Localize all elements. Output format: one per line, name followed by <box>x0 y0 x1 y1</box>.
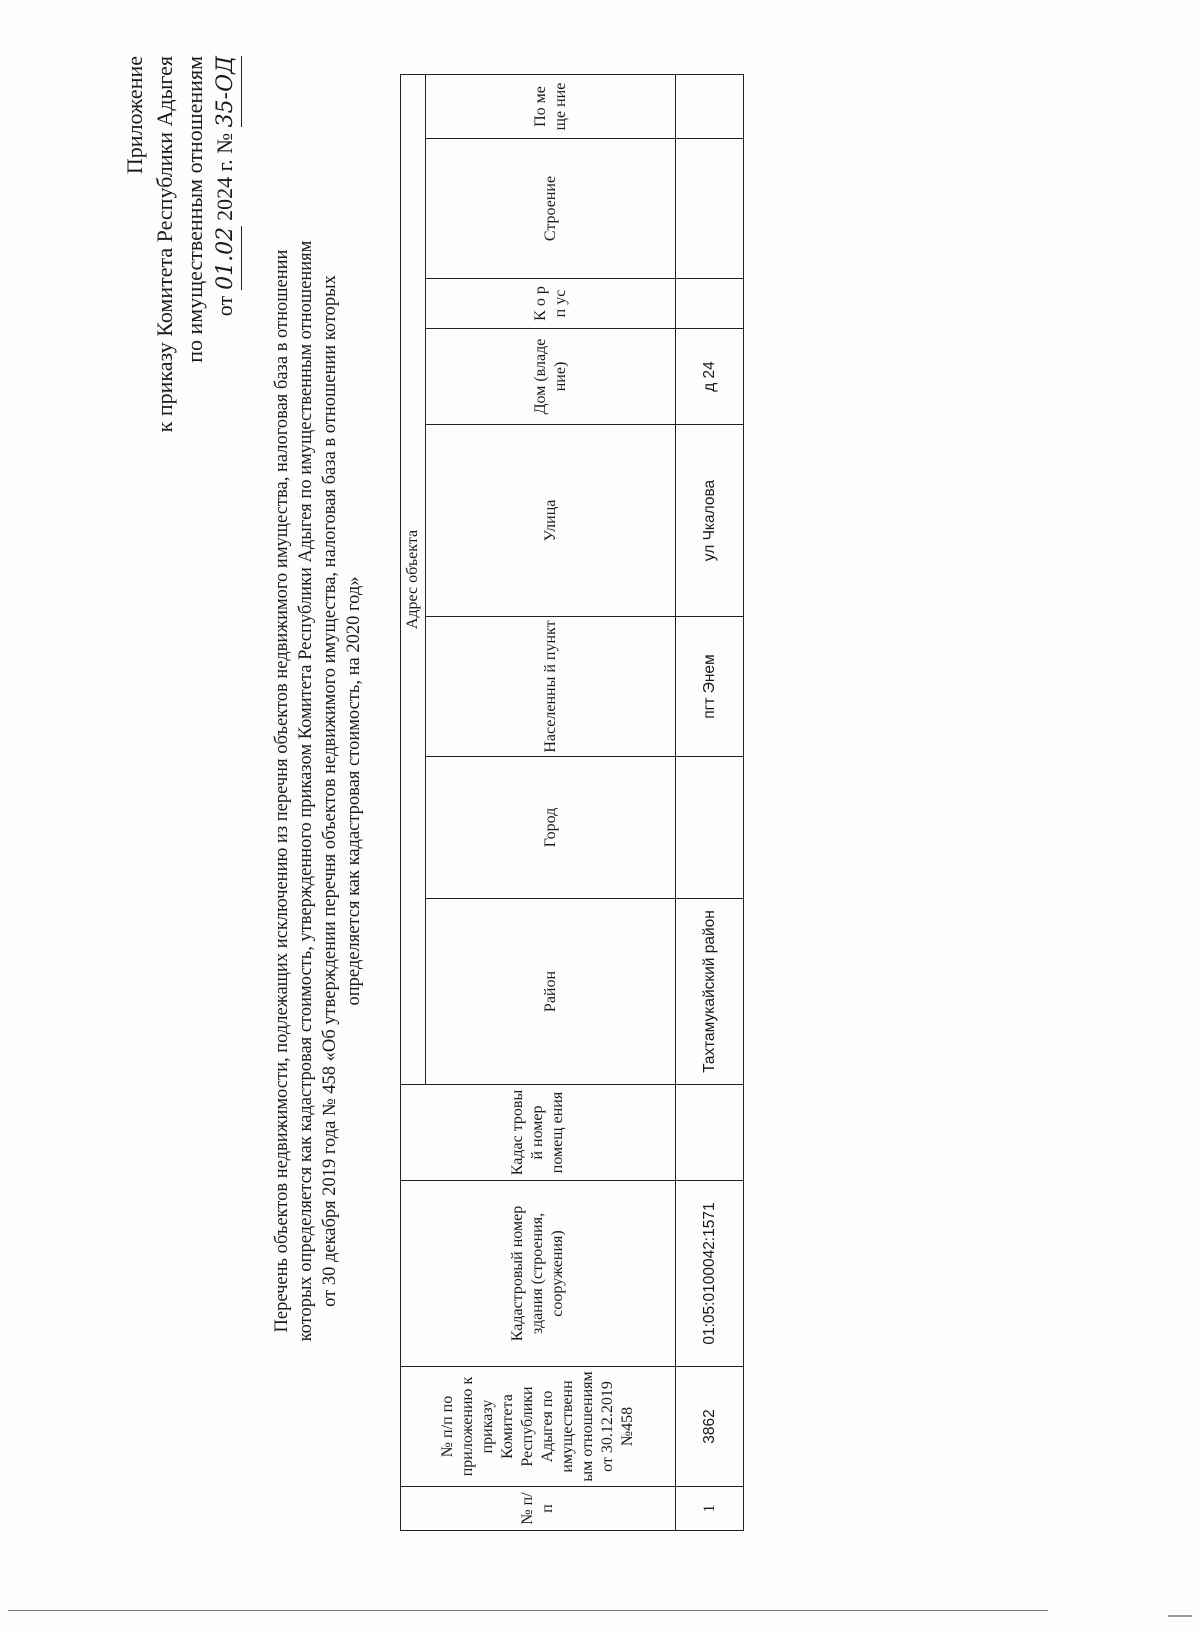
cell-district: Тахтамукайский район <box>676 899 744 1085</box>
header-cadastral-building: Кадастровый номер здания (строения, сооружения) <box>401 1181 676 1367</box>
handwritten-number: 35-ОД <box>211 56 242 127</box>
appendix-title: Приложение <box>122 56 147 175</box>
cell-cadastral-room <box>676 1085 744 1181</box>
cell-appendix-num: 3862 <box>676 1367 744 1487</box>
date-prefix: от <box>212 295 237 317</box>
cell-premises <box>676 75 744 139</box>
document-heading: Перечень объектов недвижимости, подлежащих исключению из перечня объектов недвижимого имущества, налоговая база в отношении которых определяется как кадастровая стоимость, утвержденного приказом Комитета Республики Адыгея по имущественным отношениям от 30 декабря 2019 года № 458 «Об утверждении перечня объектов недвижимого имущества, налоговая база в отношении которых определяется как кадастровая стоимость, на 2020 год» <box>272 240 364 1342</box>
handwritten-date: 01.02 <box>211 226 242 290</box>
cell-corpus <box>676 279 744 329</box>
header-street: Улица <box>426 425 676 617</box>
cell-street: ул Чкалова <box>676 425 744 617</box>
cell-house: д 24 <box>676 329 744 425</box>
year-text: 2024 г. № <box>212 132 237 221</box>
objects-table <box>400 74 744 1531</box>
cell-cadastral-building: 01:05:0100042:1571 <box>676 1181 744 1367</box>
header-building: Строение <box>426 139 676 279</box>
appendix-committee-line: по имущественным отношениям <box>182 56 207 363</box>
header-corpus: К о р п ус <box>426 279 676 329</box>
header-cadastral-room: Кадас тровы й номер помещ ения <box>401 1085 676 1181</box>
appendix-date-line <box>210 56 242 616</box>
cell-city <box>676 757 744 899</box>
header-house: Дом (владе ние) <box>426 329 676 425</box>
header-settlement: Населенны й пункт <box>426 617 676 757</box>
table-row <box>676 75 744 1531</box>
header-address-group: Адрес объекта <box>401 75 426 1085</box>
scan-edge-line <box>8 1610 1048 1611</box>
header-premises: По ме ще ние <box>426 75 676 139</box>
header-appendix-num: № п/п по приложению к приказу Комитета Республики Адыгея по имущественн ым отношениям от 30.12.2019 №458 <box>401 1367 676 1487</box>
scan-edge-mark <box>1168 1615 1192 1617</box>
cell-building <box>676 139 744 279</box>
appendix-order-line: к приказу Комитета Республики Адыгея <box>152 56 177 433</box>
cell-num: 1 <box>676 1487 744 1531</box>
appendix-block <box>120 56 242 616</box>
cell-settlement: пгт Энем <box>676 617 744 757</box>
header-city: Город <box>426 757 676 899</box>
header-num: № п/п <box>401 1487 676 1531</box>
header-district: Район <box>426 899 676 1085</box>
